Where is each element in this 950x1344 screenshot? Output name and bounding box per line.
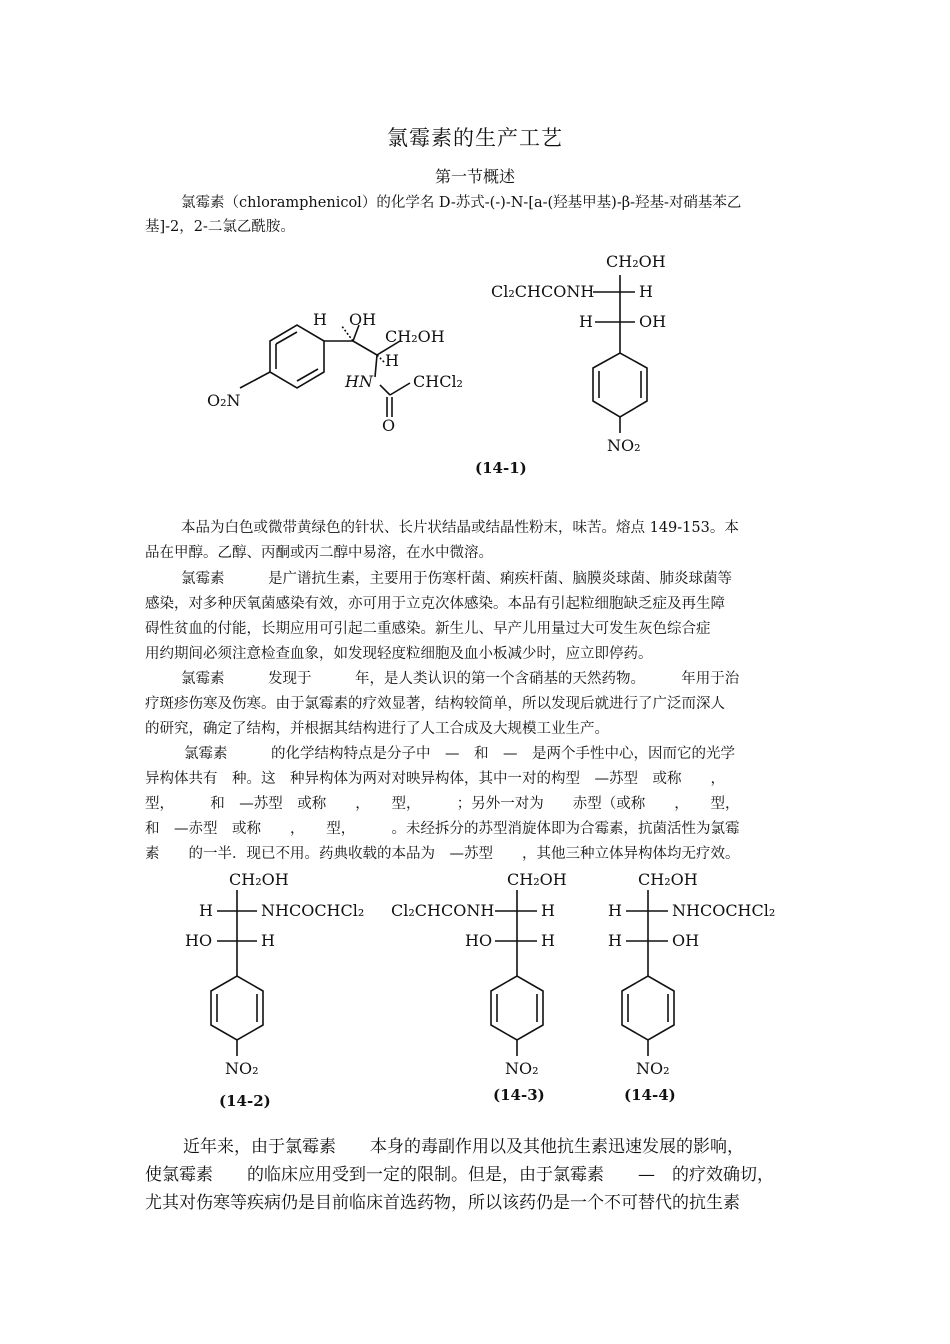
para2-line2: 感染，对多种厌氧菌感染有效，亦可用于立克次体感染。本品有引起粒细胞缺乏症及再生障 (145, 596, 725, 612)
para5-line2: 使氯霉素 的临床应用受到一定的限制。但是，由于氯霉素 — 的疗效确切， (145, 1165, 774, 1185)
para4-line2: 异构体共有 种。这 种异构体为两对对映异构体，其中一对的构型 —苏型 或称 ， (145, 771, 725, 787)
intro-line-2: 基]-2，2-二氯乙酰胺。 (145, 219, 295, 235)
label-ho: HO (185, 931, 213, 950)
para1-line2: 品在甲醇。乙醇、丙酮或丙二醇中易溶，在水中微溶。 (145, 545, 493, 561)
para4-line4: 和 —赤型 或称 ， 型， 。未经拆分的苏型消旋体即为合霉素，抗菌活性为氯霉 (145, 821, 740, 837)
label-cl2chconh: Cl₂CHCONH (491, 282, 595, 301)
label-h: H (313, 310, 327, 329)
para4-line3: 型， 和 —苏型 或称 ， 型， ；另外一对为 赤型（或称 ， 型， (145, 796, 740, 812)
label-nhcochcl2: NHCOCHCl₂ (261, 901, 365, 920)
para5-line3: 尤其对伤寒等疾病仍是目前临床首选药物，所以该药仍是一个不可替代的抗生素 (145, 1193, 740, 1213)
label-no2: NO₂ (505, 1059, 539, 1078)
label-h: H (199, 901, 213, 920)
figure-label-14-2: (14-2) (219, 1092, 271, 1110)
label-ch2oh: CH₂OH (385, 327, 445, 346)
label-ch2oh: CH₂OH (606, 252, 666, 271)
label-h: H (608, 931, 622, 950)
label-h: H (261, 931, 275, 950)
label-no2: NO₂ (607, 436, 641, 455)
para1-line1: 本品为白色或微带黄绿色的针状、长片状结晶或结晶性粉末，味苦。熔点 149-153。本 (181, 520, 739, 536)
figure-label-14-1: (14-1) (475, 459, 527, 477)
label-h: H (541, 931, 555, 950)
label-ch2oh: CH₂OH (507, 870, 567, 889)
label-no2: NO₂ (636, 1059, 670, 1078)
para5-line1: 近年来，由于氯霉素 本身的毒副作用以及其他抗生素迅速发展的影响， (183, 1137, 744, 1157)
para3-line1: 氯霉素 发现于 年，是人类认识的第一个含硝基的天然药物。 年用于治 (181, 671, 740, 687)
label-h: H (608, 901, 622, 920)
para3-line2: 疗斑疹伤寒及伤寒。由于氯霉素的疗效显著，结构较简单，所以发现后就进行了广泛而深人 (145, 696, 725, 712)
page-title: 氯霉素的生产工艺 (387, 126, 563, 150)
label-ch2oh: CH₂OH (638, 870, 698, 889)
label-h: H (541, 901, 555, 920)
label-chcl2: CHCl₂ (413, 372, 463, 391)
label-no2: NO₂ (225, 1059, 259, 1078)
label-ch2oh: CH₂OH (229, 870, 289, 889)
para2-line4: 用约期间必须注意检查血象，如发现轻度粒细胞及血小板减少时，应立即停药。 (145, 646, 653, 662)
para3-line3: 的研究，确定了结构，并根据其结构进行了人工合成及大规模工业生产。 (145, 721, 609, 737)
label-cl2chconh: Cl₂CHCONH (391, 901, 495, 920)
label-nhcochcl2: NHCOCHCl₂ (672, 901, 776, 920)
label-hn: HN (345, 372, 373, 391)
para2-line3: 碍性贫血的付能，长期应用可引起二重感染。新生儿、早产儿用量过大可发生灰色综合症 (145, 621, 711, 637)
label-o2n: O₂N (207, 391, 241, 410)
para2-line1: 氯霉素 是广谱抗生素，主要用于伤寒杆菌、痢疾杆菌、脑膜炎球菌、肺炎球菌等 (181, 571, 732, 587)
label-h: H (579, 312, 593, 331)
label-oh: OH (672, 931, 700, 950)
label-h: H (639, 282, 653, 301)
para4-line1: 氯霉素 的化学结构特点是分子中 — 和 — 是两个手性中心，因而它的光学 (184, 746, 735, 762)
section-heading: 第一节概述 (434, 167, 515, 186)
figure-label-14-4: (14-4) (624, 1086, 676, 1104)
structure-figure-14-4 (600, 868, 800, 1113)
label-ho: HO (465, 931, 493, 950)
intro-line-1: 氯霉素（chloramphenicol）的化学名 D-苏式-(-)-N-[a-(羟基甲基)-β-羟基-对硝基苯乙 (181, 195, 742, 211)
figure-label-14-3: (14-3) (493, 1086, 545, 1104)
structure-figure-14-1 (195, 245, 715, 485)
label-h: H (385, 351, 399, 370)
label-oh: OH (639, 312, 667, 331)
structure-figure-14-2 (175, 868, 375, 1113)
para4-line5: 素 的一半．现已不用。药典收载的本品为 —苏型 ，其他三种立体异构体均无疗效。 (145, 846, 740, 862)
label-oh: OH (349, 310, 377, 329)
structure-figure-14-3 (385, 868, 585, 1113)
label-o: O (382, 416, 396, 435)
